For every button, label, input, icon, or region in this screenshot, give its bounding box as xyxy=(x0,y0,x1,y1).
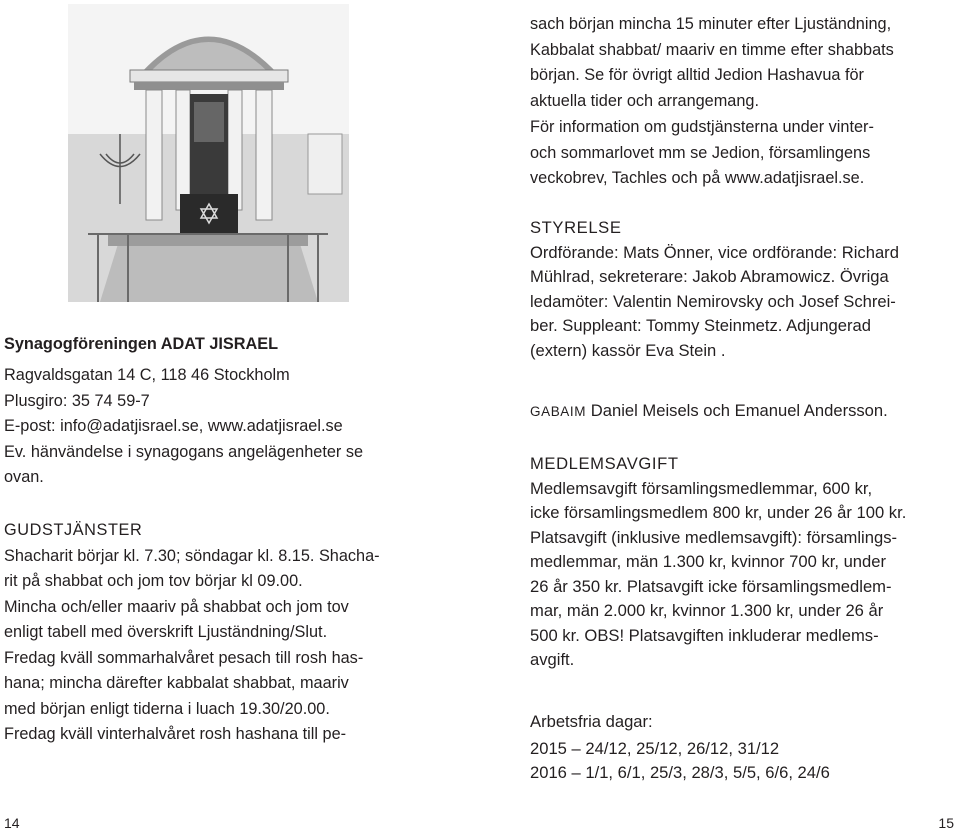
services-line: med början enligt tiderna i luach 19.30/20.00. xyxy=(4,699,330,718)
services-line: hana; mincha därefter kabbalat shabbat, maariv xyxy=(4,674,349,692)
board-line: ber. Suppleant: Tommy Steinmetz. Adjungerad xyxy=(530,316,871,335)
cont-line: sach början mincha 15 minuter efter Ljuständning, xyxy=(530,15,892,33)
cont-line: Kabbalat shabbat/ maariv en timme efter shabbats xyxy=(530,40,894,59)
board-line: Mühlrad, sekreterare: Jakob Abramowicz. Övriga xyxy=(530,267,889,286)
fee-line: 500 kr. OBS! Platsavgiften inkluderar medlems- xyxy=(530,625,879,645)
cont-line: och sommarlovet mm se Jedion, församlingens xyxy=(530,143,871,162)
services-heading: GUDSTJÄNSTER xyxy=(4,521,143,539)
org-name: Synagogföreningen ADAT JISRAEL xyxy=(4,335,279,353)
contact-line: Ev. hänvändelse i synagogans angelägenheter se xyxy=(4,442,364,461)
services-line: rit på shabbat och jom tov börjar kl 09.00. xyxy=(4,572,303,590)
fee-line: Platsavgift (inklusive medlemsavgift): församlings- xyxy=(530,527,898,547)
gabaim-line xyxy=(530,399,955,425)
board-block xyxy=(530,216,955,363)
email-line: E-post: info@adatjisrael.se, www.adatjisrael.se xyxy=(4,417,343,435)
plusgiro: Plusgiro: 35 74 59-7 xyxy=(4,391,150,410)
address: Ragvaldsgatan 14 C, 118 46 Stockholm xyxy=(4,366,290,384)
fee-block xyxy=(530,452,955,673)
workfree-block xyxy=(530,710,955,786)
cont-line: början. Se för övrigt alltid Jedion Hashavua för xyxy=(530,66,864,85)
workfree-heading: Arbetsfria dagar: xyxy=(530,712,653,731)
fee-line: avgift. xyxy=(530,650,575,669)
bimah-illustration xyxy=(68,4,349,302)
contact-block xyxy=(4,363,434,491)
board-line: (extern) kassör Eva Stein . xyxy=(530,340,726,360)
board-heading: STYRELSE xyxy=(530,218,622,237)
fee-line: 26 år 350 kr. Platsavgift icke församlingsmedlem- xyxy=(530,576,892,596)
gabaim-text: Daniel Meisels och Emanuel Andersson. xyxy=(590,401,888,420)
page-number-right: 15 xyxy=(938,815,954,831)
left-column xyxy=(4,332,434,358)
fee-line: mar, män 2.000 kr, kvinnor 1.300 kr, under 26 år xyxy=(530,601,884,620)
cont-line: För information om gudstjänsterna under vinter- xyxy=(530,117,874,136)
gabaim-block xyxy=(530,399,955,425)
cont-line: aktuella tider och arrangemang. xyxy=(530,92,759,111)
synagogue-photo xyxy=(68,4,349,302)
cont-line: veckobrev, Tachles och på www.adatjisrael.se. xyxy=(530,169,865,188)
fee-line: icke församlingsmedlem 800 kr, under 26 år 100 kr. xyxy=(530,503,907,522)
board-line: Ordförande: Mats Önner, vice ordförande: Richard xyxy=(530,242,899,262)
services-line: Mincha och/eller maariv på shabbat och jom tov xyxy=(4,597,349,616)
services-line: Fredag kväll vinterhalvåret rosh hashana till pe- xyxy=(4,725,347,743)
contact-line: ovan. xyxy=(4,468,44,486)
workfree-line: 2015 – 24/12, 25/12, 26/12, 31/12 xyxy=(530,738,780,758)
services-line: Fredag kväll sommarhalvåret pesach till rosh has- xyxy=(4,648,364,667)
fee-heading: MEDLEMSAVGIFT xyxy=(530,454,679,473)
fee-line: Medlemsavgift församlingsmedlemmar, 600 kr, xyxy=(530,478,873,498)
workfree-line: 2016 – 1/1, 6/1, 25/3, 28/3, 5/5, 6/6, 24/6 xyxy=(530,763,830,782)
board-line: ledamöter: Valentin Nemirovsky och Josef Schrei- xyxy=(530,291,896,311)
page-number-left: 14 xyxy=(4,815,20,831)
gabaim-label: GABAIM xyxy=(530,404,587,419)
services-continued xyxy=(530,12,955,192)
services-block xyxy=(4,518,434,748)
services-line: enligt tabell med överskrift Ljuständning/Slut. xyxy=(4,623,328,641)
fee-line: medlemmar, män 1.300 kr, kvinnor 700 kr, under xyxy=(530,552,887,571)
services-line: Shacharit börjar kl. 7.30; söndagar kl. 8.15. Shacha- xyxy=(4,546,380,565)
